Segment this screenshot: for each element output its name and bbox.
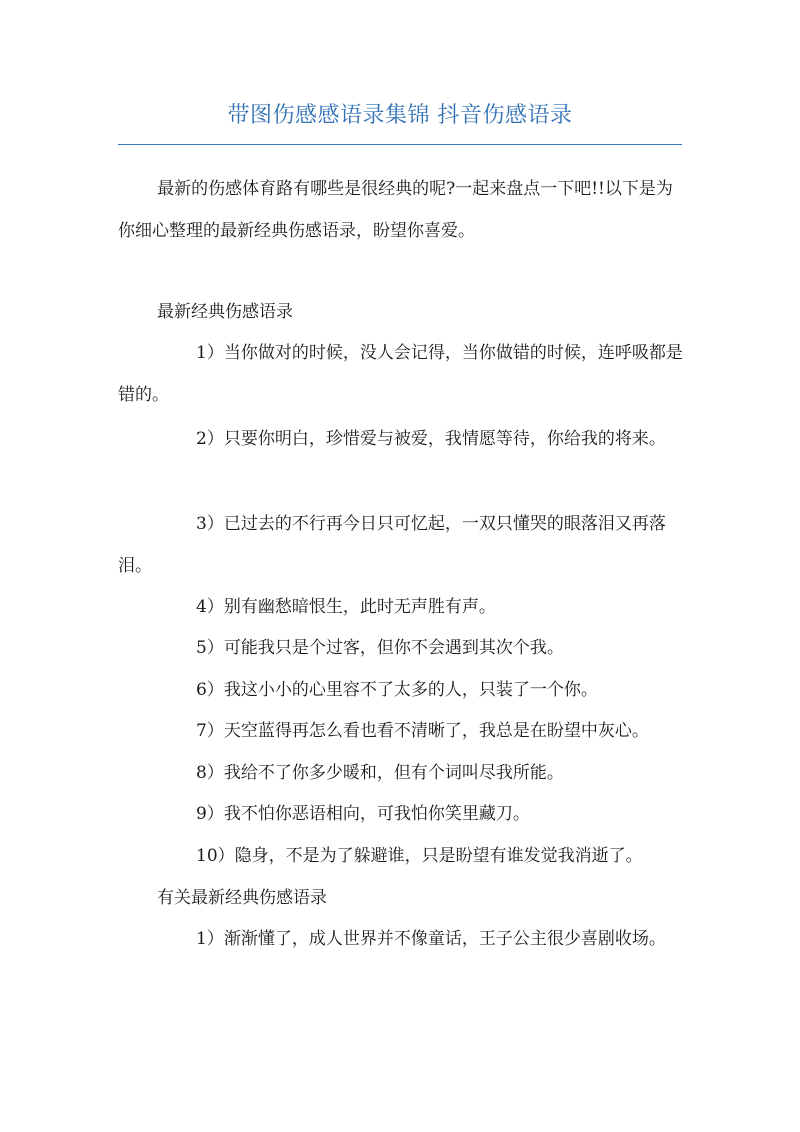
quote-item-9: 9）我不怕你恶语相向，可我怕你笑里藏刀。 (196, 804, 530, 824)
section-heading-latest: 最新经典伤感语录 (157, 302, 293, 322)
quote-item-4: 4）别有幽愁暗恨生，此时无声胜有声。 (196, 597, 496, 617)
quote-item-7: 7）天空蓝得再怎么看也看不清晰了，我总是在盼望中灰心。 (196, 721, 649, 741)
quote-item-3: 3）已过去的不行再今日只可忆起，一双只懂哭的眼落泪又再落泪。 (118, 514, 666, 576)
document-title: 带图伤感感语录集锦 抖音伤感语录 (227, 103, 573, 128)
section-heading-related: 有关最新经典伤感语录 (157, 888, 327, 908)
quote-item-10: 10）隐身，不是为了躲避谁，只是盼望有谁发觉我消逝了。 (196, 846, 643, 866)
related-quote-item-1: 1）渐渐懂了，成人世界并不像童话，王子公主很少喜剧收场。 (196, 929, 666, 949)
quote-item-1: 1）当你做对的时候，没人会记得，当你做错的时候，连呼吸都是错的。 (118, 343, 683, 405)
quote-item-6: 6）我这小小的心里容不了太多的人，只装了一个你。 (196, 680, 598, 700)
quote-item-5: 5）可能我只是个过客，但你不会遇到其次个我。 (196, 638, 564, 658)
quote-item-8: 8）我给不了你多少暖和，但有个词叫尽我所能。 (196, 763, 564, 783)
quote-item-2: 2）只要你明白，珍惜爱与被爱，我情愿等待，你给我的将来。 (196, 429, 666, 449)
intro-paragraph: 最新的伤感体育路有哪些是很经典的呢?一起来盘点一下吧!!以下是为你细心整理的最新经典伤感语录，盼望你喜爱。 (118, 179, 673, 241)
title-underline (118, 144, 682, 145)
